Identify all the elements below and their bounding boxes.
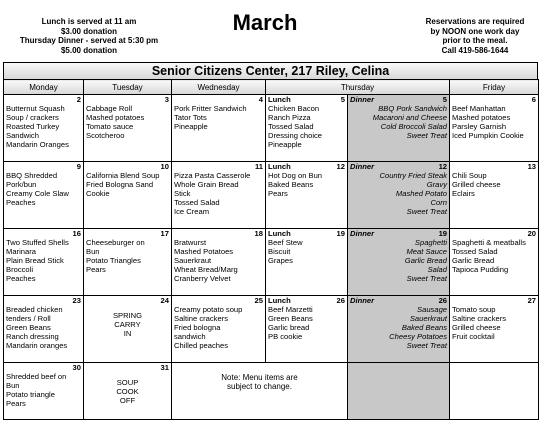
lunch-label: Lunch [268, 162, 291, 171]
menu-items [268, 104, 345, 149]
reservation-line-1: Reservations are required [425, 17, 525, 26]
menu-item: Butternut Squash [6, 104, 65, 113]
menu-item: Chili Soup [452, 171, 487, 180]
day-number: 24 [160, 296, 169, 305]
menu-item: sandwich [174, 332, 206, 341]
dinner-donation: $5.00 donation [60, 45, 117, 55]
cell-top [350, 229, 447, 238]
day-cell-friday [450, 229, 539, 296]
day-cell-friday [450, 296, 539, 363]
menu-item: Baked Beans [401, 323, 448, 332]
day-cell-tuesday [84, 363, 172, 420]
menu-item: Sweet Treat [406, 131, 448, 140]
day-number: 12 [438, 162, 448, 171]
menu-items [86, 311, 169, 338]
dinner-label: Dinner [350, 229, 375, 238]
menu-item: Ranch dressing [6, 332, 59, 341]
lunch-label: Lunch [268, 229, 291, 238]
menu-item: Sweet Treat [406, 274, 448, 283]
lunch-label: Lunch [268, 296, 291, 305]
reservation-phone: Call 419-586-1644 [441, 45, 509, 55]
menu-item: Cold Broccoli Salad [380, 122, 448, 131]
day-number: 13 [527, 162, 537, 171]
thursday-dinner-cell [348, 229, 450, 296]
menu-items [86, 238, 169, 274]
day-number: 19 [438, 229, 448, 238]
menu-item: Macaroni and Cheese [372, 113, 448, 122]
menu-item: Stick [174, 189, 191, 198]
day-number: 6 [531, 95, 537, 104]
center-banner: Senior Citizens Center, 217 Riley, Celina [3, 62, 538, 79]
thursday-dinner-cell [348, 95, 450, 162]
menu-item: Tomato sauce [86, 122, 134, 131]
menu-item: Dressing choice [268, 131, 323, 140]
menu-item: Potato triangle [6, 390, 55, 399]
menu-items [174, 305, 263, 350]
lunch-donation: $3.00 donation [60, 26, 117, 36]
day-cell-friday [450, 162, 539, 229]
menu-item: Ranch Pizza [268, 113, 311, 122]
day-cell-tuesday [84, 95, 172, 162]
day-cell-wednesday [172, 296, 266, 363]
menu-items [350, 238, 447, 283]
day-cell-monday [4, 296, 84, 363]
week-row [4, 229, 539, 296]
menu-item: Baked Beans [268, 180, 314, 189]
menu-items [452, 238, 536, 274]
menu-item: Two Stuffed Shells [6, 238, 69, 247]
menu-item: Peaches [6, 198, 36, 207]
menu-item: Beef Manhattan [452, 104, 506, 113]
menu-items [452, 104, 536, 140]
week-row [4, 363, 539, 420]
menu-item: Garlic Bread [452, 256, 495, 265]
week-row [4, 162, 539, 229]
cell-top [268, 95, 345, 104]
day-number: 2 [76, 95, 81, 104]
menu-item: Fried Bologna Sand [86, 180, 154, 189]
menu-item: CARRY [114, 320, 141, 329]
menu-items [268, 305, 345, 341]
menu-item: Meat Sauce [406, 247, 448, 256]
menu-item: Tapioca Pudding [452, 265, 509, 274]
dinner-time: Thursday Dinner - served at 5:30 pm [19, 36, 159, 45]
dinner-label: Dinner [350, 95, 375, 104]
menu-items [268, 238, 345, 265]
day-number: 30 [72, 363, 81, 372]
day-number: 26 [336, 296, 345, 305]
week-row [4, 296, 539, 363]
menu-item: PB cookie [268, 332, 303, 341]
day-cell-monday [4, 95, 84, 162]
menu-item: Salad [427, 265, 448, 274]
day-number: 5 [442, 95, 448, 104]
menu-item: COOK [116, 387, 139, 396]
menu-items [174, 104, 263, 131]
menu-item: Mashed potatoes [86, 113, 145, 122]
menu-item: Fruit cocktail [452, 332, 495, 341]
menu-item: SPRING [112, 311, 143, 320]
menu-item: Creamy potato soup [174, 305, 243, 314]
menu-item: Sausage [417, 305, 448, 314]
day-number: 20 [527, 229, 537, 238]
day-cell-tuesday [84, 162, 172, 229]
menu-item: Cranberry Velvet [174, 274, 231, 283]
menu-item: Pineapple [174, 122, 208, 131]
menu-item: Beef Marzetti [268, 305, 313, 314]
lunch-label: Lunch [268, 95, 291, 104]
menu-item: BBQ Pork Sandwich [378, 104, 448, 113]
menu-item: Pears [86, 265, 106, 274]
thursday-lunch-cell [266, 95, 348, 162]
menu-items [6, 104, 81, 149]
menu-item: Plain Bread Stick [6, 256, 64, 265]
day-number: 3 [164, 95, 169, 104]
day-header-thursday: Thursday [266, 80, 450, 95]
menu-item: Beef Stew [268, 238, 303, 247]
day-number: 18 [254, 229, 263, 238]
menu-item: BBQ Shredded [6, 171, 58, 180]
dinner-label: Dinner [350, 162, 375, 171]
note-line: Note: Menu items are [221, 373, 298, 382]
day-cell-friday-empty [450, 363, 539, 420]
menu-item: Mashed Potatoes [174, 247, 234, 256]
menu-item: Pork Fritter Sandwich [174, 104, 247, 113]
menu-item: Pears [6, 399, 26, 408]
menu-item: tenders / Roll [6, 314, 51, 323]
menu-item: Mashed Potato [395, 189, 448, 198]
menu-item: Tossed Salad [268, 122, 314, 131]
weekday-header-row [4, 80, 539, 95]
menu-item: Bun [86, 247, 100, 256]
menu-item: Breaded chicken [6, 305, 63, 314]
day-number: 9 [76, 162, 81, 171]
menu-item: OFF [119, 396, 136, 405]
day-number: 27 [527, 296, 537, 305]
day-cell-wednesday [172, 162, 266, 229]
cell-top [268, 162, 345, 171]
menu-item: Grilled cheese [452, 323, 501, 332]
menu-item: Gravy [426, 180, 448, 189]
cell-top [350, 162, 447, 171]
thursday-dinner-empty-cell [348, 363, 450, 420]
cell-top [268, 229, 345, 238]
menu-items [174, 238, 263, 283]
menu-item: Spaghetti [414, 238, 448, 247]
day-number: 12 [336, 162, 345, 171]
menu-item: Corn [430, 198, 448, 207]
menu-item: Whole Grain Bread [174, 180, 239, 189]
week-row [4, 95, 539, 162]
menu-item: Shredded beef on [6, 372, 67, 381]
menu-items [268, 171, 345, 198]
note-cell [172, 363, 348, 420]
menu-items [86, 171, 169, 198]
menu-item: Tomato soup [452, 305, 496, 314]
day-number: 5 [340, 95, 345, 104]
reservation-line-3: prior to the meal. [442, 36, 508, 45]
menu-item: Cheesy Potatoes [389, 332, 448, 341]
menu-item: Garlic bread [268, 323, 310, 332]
menu-item: Chilled peaches [174, 341, 229, 350]
menu-items [350, 104, 447, 140]
thursday-lunch-cell [266, 162, 348, 229]
menu-item: Parsley Garnish [452, 122, 507, 131]
menu-item: Peaches [6, 274, 36, 283]
menu-item: Spaghetti & meatballs [452, 238, 526, 247]
menu-item: Sweet Treat [406, 341, 448, 350]
thursday-lunch-cell [266, 296, 348, 363]
day-cell-friday [450, 95, 539, 162]
menu-item: Tossed Salad [452, 247, 498, 256]
menu-item: Chicken Bacon [268, 104, 320, 113]
cell-top [350, 95, 447, 104]
menu-item: Tossed Salad [174, 198, 220, 207]
menu-item: Eclairs [452, 189, 475, 198]
menu-item: Hot Dog on Bun [268, 171, 323, 180]
menu-item: Mandarin Oranges [6, 140, 69, 149]
menu-note [174, 373, 345, 391]
day-number: 4 [258, 95, 263, 104]
header-right-info [420, 17, 530, 55]
day-number: 26 [438, 296, 448, 305]
menu-item: Pork/bun [6, 180, 37, 189]
menu-item: Fried bologna [174, 323, 221, 332]
day-cell-monday [4, 229, 84, 296]
menu-items [452, 305, 536, 341]
menu-item: Marinara [6, 247, 36, 256]
menu-item: Iced Pumpkin Cookie [452, 131, 524, 140]
menu-item: Cheeseburger on [86, 238, 145, 247]
menu-item: Wheat Bread/Marg [174, 265, 238, 274]
menu-items [86, 104, 169, 140]
reservation-line-2: by NOON one work day [430, 26, 520, 36]
menu-item: Broccoli [6, 265, 34, 274]
cell-top [268, 296, 345, 305]
menu-items [452, 171, 536, 198]
menu-item: Biscuit [268, 247, 291, 256]
cell-top [350, 296, 447, 305]
menu-items [350, 305, 447, 350]
menu-item: Ice Cream [174, 207, 210, 216]
day-number: 23 [72, 296, 81, 305]
menu-items [350, 171, 447, 216]
menu-item: IN [123, 329, 132, 338]
menu-items [6, 305, 81, 350]
header-left-info [14, 17, 164, 55]
day-number: 10 [160, 162, 169, 171]
day-number: 19 [336, 229, 345, 238]
menu-item: Cabbage Roll [86, 104, 133, 113]
menu-item: Mandarin oranges [6, 341, 68, 350]
menu-item: Bratwurst [174, 238, 207, 247]
day-number: 31 [160, 363, 169, 372]
note-line: subject to change. [227, 382, 292, 391]
menu-item: Tator Tots [174, 113, 207, 122]
menu-item: Pears [268, 189, 288, 198]
day-cell-monday [4, 363, 84, 420]
day-cell-tuesday [84, 296, 172, 363]
day-header-monday: Monday [4, 80, 84, 95]
menu-items [174, 171, 263, 216]
thursday-dinner-cell [348, 296, 450, 363]
page-title: March [232, 10, 298, 35]
menu-item: Green Beans [6, 323, 51, 332]
day-number: 11 [254, 162, 263, 171]
day-number: 16 [72, 229, 81, 238]
menu-item: Sweet Treat [406, 207, 448, 216]
day-header-tuesday: Tuesday [84, 80, 172, 95]
day-number: 17 [160, 229, 169, 238]
dinner-label: Dinner [350, 296, 375, 305]
menu-item: Saltine crackers [174, 314, 229, 323]
day-header-wednesday: Wednesday [172, 80, 266, 95]
thursday-lunch-cell [266, 229, 348, 296]
menu-item: Soup / crackers [6, 113, 59, 122]
day-cell-wednesday [172, 95, 266, 162]
menu-item: Saltine crackers [452, 314, 507, 323]
lunch-time: Lunch is served at 11 am [41, 17, 137, 26]
menu-item: Green Beans [268, 314, 313, 323]
menu-item: SOUP [116, 378, 139, 387]
menu-item: California Blend Soup [86, 171, 160, 180]
menu-item: Pineapple [268, 140, 302, 149]
menu-item: Scotcheroo [86, 131, 125, 140]
menu-item: Cookie [86, 189, 110, 198]
day-cell-monday [4, 162, 84, 229]
day-cell-wednesday [172, 229, 266, 296]
menu-items [6, 171, 81, 207]
menu-item: Country Fried Steak [379, 171, 448, 180]
menu-item: Roasted Turkey [6, 122, 60, 131]
menu-items [6, 238, 81, 283]
menu-items [86, 378, 169, 405]
menu-item: Bun [6, 381, 20, 390]
menu-item: Creamy Cole Slaw [6, 189, 69, 198]
day-cell-tuesday [84, 229, 172, 296]
day-number: 25 [254, 296, 263, 305]
menu-item: Potato Triangles [86, 256, 141, 265]
thursday-dinner-cell [348, 162, 450, 229]
menu-item: Sauerkraut [409, 314, 448, 323]
menu-calendar [3, 79, 539, 420]
menu-item: Grilled cheese [452, 180, 501, 189]
menu-item: Mashed potatoes [452, 113, 511, 122]
menu-item: Pizza Pasta Casserole [174, 171, 251, 180]
menu-item: Garlic Bread [404, 256, 448, 265]
menu-items [6, 372, 81, 408]
menu-item: Grapes [268, 256, 293, 265]
menu-item: Sauerkraut [174, 256, 212, 265]
menu-item: Sandwich [6, 131, 39, 140]
day-header-friday: Friday [450, 80, 539, 95]
